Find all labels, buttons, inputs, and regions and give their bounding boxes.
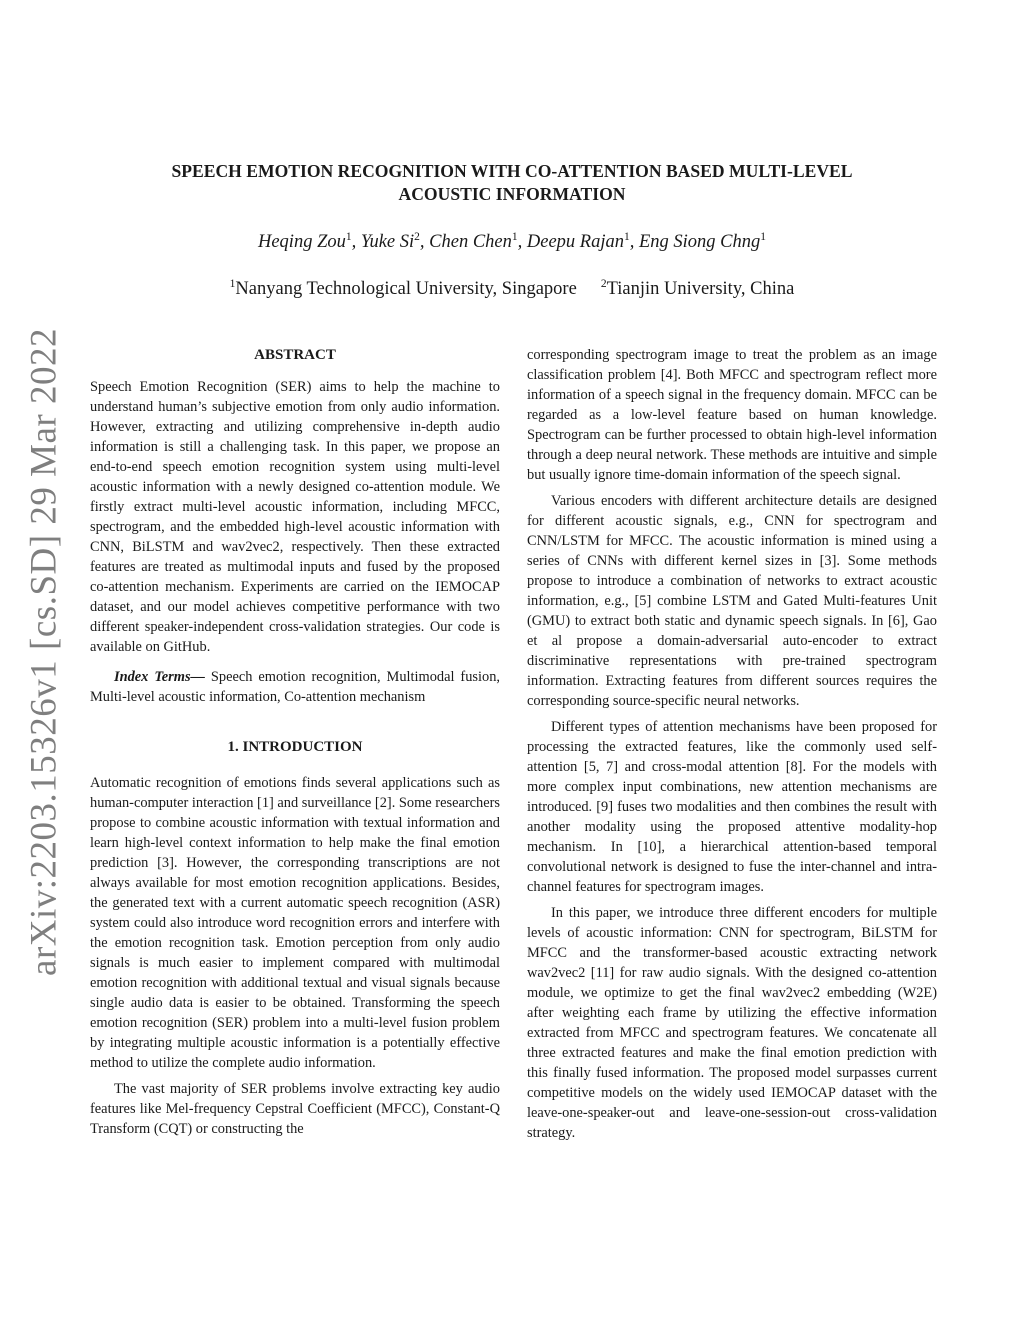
affiliation-list <box>0 278 1024 300</box>
paper-title <box>0 160 1024 206</box>
title-line-2: ACOUSTIC INFORMATION <box>398 184 626 204</box>
author-affiliation-mark: 1 <box>345 231 352 243</box>
author-affiliation-mark: 2 <box>414 231 420 243</box>
left-column <box>90 345 500 1145</box>
author-affiliation-mark: 1 <box>511 231 518 243</box>
author-affiliation-mark: 1 <box>760 231 767 243</box>
author-name: Eng Siong Chng <box>638 232 761 253</box>
author-name: Deepu Rajan <box>526 232 624 253</box>
author-affiliation-mark: 1 <box>623 231 630 243</box>
index-terms-label: Index Terms— <box>114 669 205 685</box>
author-name: Heqing Zou <box>257 232 346 253</box>
intro-paragraph: In this paper, we introduce three different encoders for multiple levels of acoustic information: CNN for spectrogram, BiLSTM for MFCC and the transformer-based acoustic extracting network wav2vec2 [11] for raw audio signals. With the designed co-attention module, we optimize to get the final wav2vec2 embedding (W2E) after weighting each frame by utilizing the effective information extracted from MFCC and spectrogram features. We concatenate all three extracted features and make the final emotion prediction with this finally fused information. The proposed model surpasses current competitive models on the widely used IEMOCAP dataset with the leave-one-speaker-out and leave-one-session-out cross-validation strategy. <box>527 905 937 1141</box>
intro-paragraph: The vast majority of SER problems involve extracting key audio features like Mel-frequency Cepstral Coefficient (MFCC), Constant-Q Transform (CQT) or constructing the <box>90 1081 500 1137</box>
intro-paragraph: Various encoders with different architecture details are designed for different acoustic signals, e.g., CNN for spectrogram and CNN/LSTM for MFCC. The acoustic information is mined using a series of CNNs with different kernel sizes in [3]. Some methods propose to introduce a combination of networks to extract acoustic information, e.g., [5] combine LSTM and Gated Multi-features Unit (GMU) to extract both static and dynamic speech signals. In [6], Gao et al propose a domain-adversarial auto-encoder to extract discriminative representations with pre-trained spectrogram information. Extracting features from different sources requires the corresponding source-specific neural networks. <box>527 493 937 709</box>
index-terms <box>90 667 500 707</box>
index-terms-text: Speech emotion recognition, Multimodal fusion, Multi-level acoustic information, Co-attention mechanism <box>90 669 500 705</box>
arxiv-identifier: arXiv:2203.15326v1 [cs.SD] 29 Mar 2022 <box>23 328 65 976</box>
abstract-heading: ABSTRACT <box>254 347 336 363</box>
abstract-text: Speech Emotion Recognition (SER) aims to help the machine to understand human’s subjective emotion from only audio information. However, extracting and utilizing comprehensive in-depth audio information is still a challenging task. In this paper, we propose an end-to-end speech emotion recognition system using multi-level acoustic information with a newly designed co-attention module. We firstly extract multi-level acoustic information, including MFCC, spectrogram, and the embedded high-level acoustic information with CNN, BiLSTM and wav2vec2, respectively. Then these extracted features are treated as multimodal inputs and fused by the proposed co-attention mechanism. Experiments are carried on the IEMOCAP dataset, and our model achieves competitive performance with two different speaker-independent cross-validation strategies. Our code is available on GitHub. <box>90 379 500 655</box>
introduction-heading: 1. INTRODUCTION <box>227 739 363 755</box>
intro-paragraph: Different types of attention mechanisms have been proposed for processing the extracted features, like the commonly used self-attention [5, 7] and cross-modal attention [8]. For the models with more complex input combinations, new attention mechanisms are introduced. [9] fuses two modalities and then combines the result with another modality using the proposed attentive modality-hop mechanism. In [10], a hierarchical attention-based temporal convolutional network is designed to fuse the inter-channel and intra-channel features for spectrogram images. <box>527 719 937 895</box>
intro-paragraph: Automatic recognition of emotions finds several applications such as human-computer interaction [1] and surveillance [2]. Some researchers propose to combine acoustic information with textual information and learn high-level context information to help make the final emotion prediction [3]. However, the corresponding transcriptions are not always available for most emotion recognition applications. Besides, the generated text with a current automatic speech recognition (ASR) system could also introduce word recognition errors and interfere with the emotion recognition task. Emotion perception from only audio signals is much easier to implement compared with multimodal emotion recognition with additional textual and visual signals because single audio data is easier to be obtained. Transforming the speech emotion recognition (SER) problem into a multi-level fusion problem by integrating multiple acoustic information is a potentially effective method to utilize the complete audio information. <box>90 775 500 1071</box>
author-name: Chen Chen <box>429 232 512 253</box>
author-list: Heqing Zou$^1$, Yuke Si$^2$, Chen Chen$^1$, Deepu Rajan$^1$, Eng Siong Chng$^1$ <box>257 231 767 253</box>
affiliation: $^2$Tianjin University, China <box>600 278 795 300</box>
author-name: Yuke Si <box>360 232 415 253</box>
title-line-1: SPEECH EMOTION RECOGNITION WITH CO-ATTENTION BASED MULTI-LEVEL <box>171 161 853 181</box>
right-column <box>527 345 937 1149</box>
affiliation: $^1$Nanyang Technological University, Singapore <box>229 278 577 300</box>
intro-paragraph: corresponding spectrogram image to treat the problem as an image classification problem [4]. Both MFCC and spectrogram reflect more information of a speech signal in the frequency domain. MFCC can be regarded as a low-level feature based on human knowledge. Spectrogram can be further processed to obtain high-level information through a deep neural network. These methods are intuitive and simple but usually ignore time-domain information of the speech signal. <box>527 347 937 483</box>
